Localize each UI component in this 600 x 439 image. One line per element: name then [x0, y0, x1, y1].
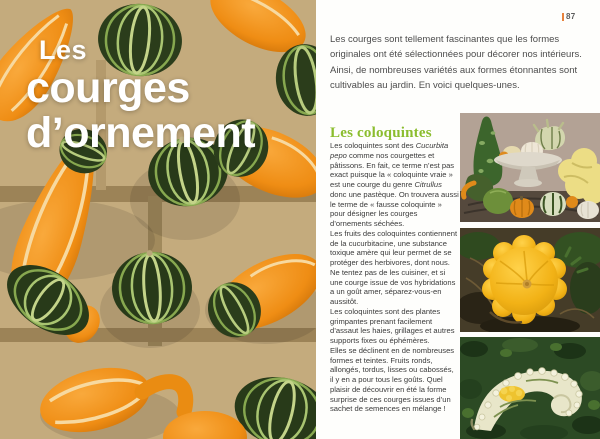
page-title [26, 34, 255, 156]
photo-column [460, 113, 600, 439]
section-heading: Les coloquintes [330, 125, 432, 142]
body-paragraph: Les coloquintes sont des plantes grimpantes prenant facilement d’assaut les haies, grillages et autres supports fixes ou éphémères. [330, 306, 455, 345]
intro-paragraph: Les courges sont tellement fascinantes que les formes originales ont été sélectionnées pour décorer nos intérieurs. Ainsi, de nombreuses variétés aux formes étonnantes sont cultivables au jardin. En voici quelques-unes. [330, 34, 582, 92]
page-title-line1: Les [39, 35, 88, 65]
body-paragraph: Elles se déclinent en de nombreuses formes et teintes. Fruits ronds, allongés, tordus, lisses ou cabossés, il y en a pour tous les goûts. Quel plaisir de découvrir en été la forme surprise de ces courges issues d’un sachet de semences en mélange ! [330, 345, 455, 414]
body-paragraph: Les coloquintes sont des Cucurbita pepo comme nos courgettes et pâtissons. En fait, ce terme n’est pas exact puisque la « coloquinte vraie » est une courge du genre Citrullus donc une pastèque. On trouvera aussi le terme de « fausse coloquinte » pour désigner les courges d’ornements séchées. [330, 141, 459, 228]
page-title-line2: courges [26, 64, 190, 112]
photo-gourds-still-life [460, 113, 600, 222]
right-page [316, 0, 600, 439]
page-number [562, 12, 576, 21]
body-paragraph: Les fruits des coloquintes contiennent de la cucurbitacine, une substance toxique amère qui leur permet de se protéger des herbivores, dont nous. Ne tentez pas de les cuisiner, et si une courge issue de vos hybridations a un goût amer, séparez-vous-en aussitôt. [330, 228, 458, 306]
page-number-value: 87 [566, 12, 576, 21]
page-title-line3: d’ornement [26, 109, 256, 157]
photo-yellow-pattypan [460, 228, 600, 332]
body-text-column [330, 141, 459, 414]
photo-curved-cream-gourd [460, 337, 600, 439]
page-number-accent-bar [562, 13, 564, 21]
